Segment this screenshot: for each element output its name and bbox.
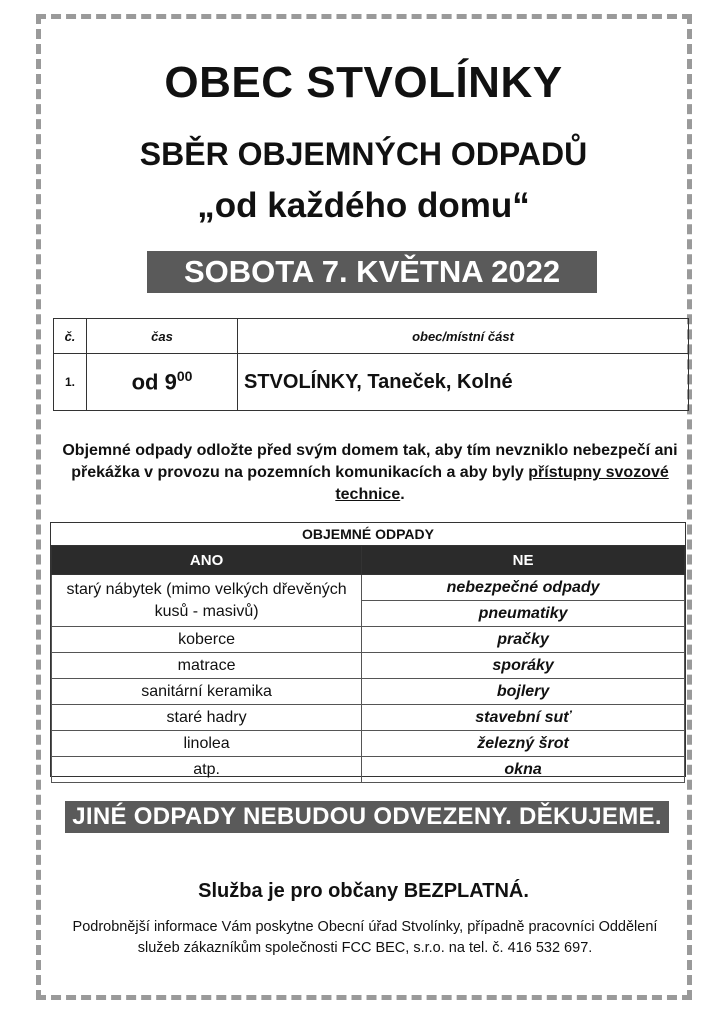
row-time-main: od 9 [131,369,177,395]
instructions-end: . [400,486,405,503]
waste-header-row [52,546,685,575]
yes-item: starý nábytek (mimo velkých dřevěných kusů - masivů) [52,575,362,627]
no-item: nebezpečné odpady [362,575,685,601]
date-banner [147,251,597,293]
no-item: okna [362,757,685,783]
free-service-notice: Služba je pro občany BEZPLATNÁ. [198,880,529,902]
waste-row [52,731,685,757]
contact-info: Podrobnější informace Vám poskytne Obecní úřad Stvolínky, případně pracovníci Oddělení služeb zákazníkům společnosti FCC BEC, s.r.o. na tel. č. 416 532 697. [72,919,658,956]
collection-subtitle: „od každého domu“ [197,186,530,225]
waste-row [52,757,685,783]
col-place-header: obec/místní část [238,319,689,354]
waste-row [52,705,685,731]
date-text: SOBOTA 7. KVĚTNA 2022 [183,254,561,289]
no-header: NE [362,546,685,575]
schedule-row [54,354,689,411]
yes-item: atp. [52,757,362,783]
yes-item: matrace [52,653,362,679]
closing-text: JINÉ ODPADY NEBUDOU ODVEZENY. DĚKUJEME. [72,803,662,830]
row-time-minutes: 00 [176,368,193,385]
row-time [87,354,238,411]
yes-item: koberce [52,627,362,653]
no-item: stavební suť [362,705,685,731]
no-item: železný šrot [362,731,685,757]
schedule-header-row [54,319,689,354]
col-number-header: č. [54,319,87,354]
waste-table [51,545,685,783]
collection-title: SBĚR OBJEMNÝCH ODPADŮ [139,136,588,172]
col-time-header: čas [87,319,238,354]
yes-item: sanitární keramika [52,679,362,705]
schedule-table [53,318,689,411]
waste-row [52,627,685,653]
waste-table-box [50,522,686,777]
waste-row [52,653,685,679]
waste-row [52,575,685,601]
yes-item: linolea [52,731,362,757]
instructions-underlined: přístupny svozové technice [335,464,669,503]
waste-row [52,679,685,705]
no-item: sporáky [362,653,685,679]
instructions-text [60,440,680,506]
yes-item: staré hadry [52,705,362,731]
no-item: pračky [362,627,685,653]
row-place: STVOLÍNKY, Taneček, Kolné [238,354,689,411]
no-item: pneumatiky [362,601,685,627]
closing-banner [65,801,669,833]
instructions-main: Objemné odpady odložte před svým domem tak, aby tím nevzniklo nebezpečí ani překážka v provozu na pozemních komunikacích a aby byly [62,442,678,481]
no-item: bojlery [362,679,685,705]
yes-header: ANO [52,546,362,575]
row-number: 1. [54,354,87,411]
waste-table-title: OBJEMNÉ ODPADY [302,526,434,542]
municipality-title: OBEC STVOLÍNKY [164,58,563,107]
